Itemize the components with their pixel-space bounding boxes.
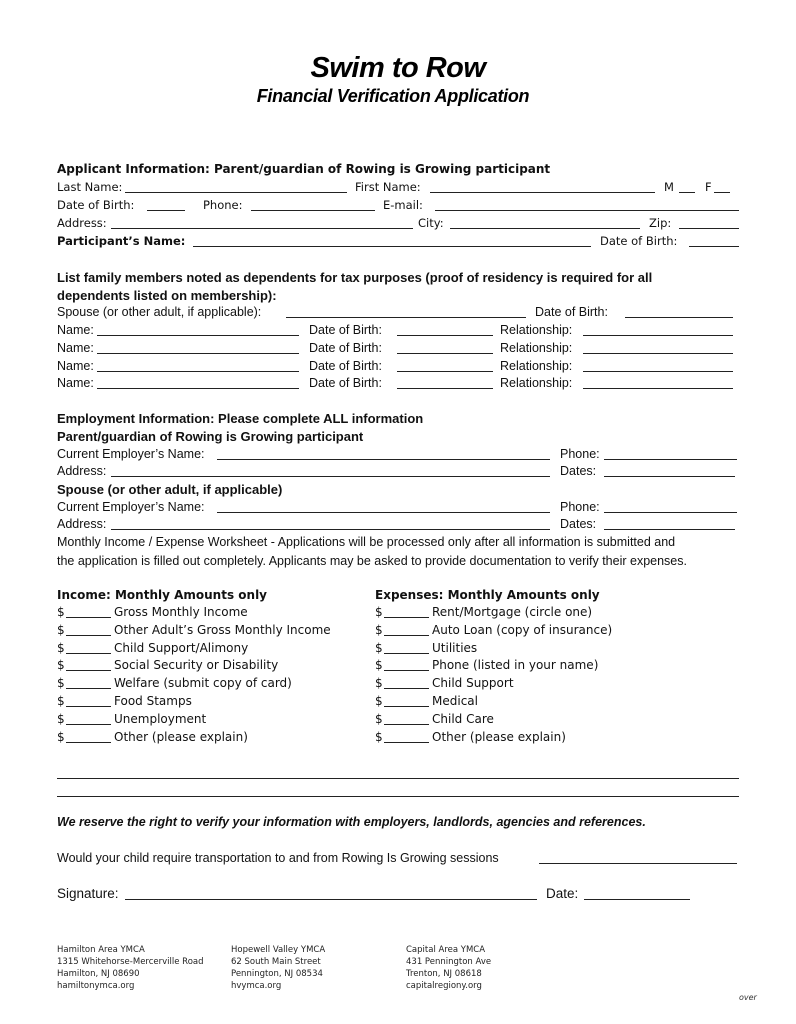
parent-employer-phone-field[interactable] [604,459,737,460]
income-item: $ Unemployment [57,711,207,726]
income-amount-field[interactable] [66,706,111,707]
phone-label: Phone: [203,198,243,212]
transport-question: Would your child require transportation to and from Rowing Is Growing sessions [57,851,499,865]
dependent-name-field[interactable] [97,335,299,336]
footer-location-capital: Capital Area YMCA 431 Pennington Ave Trenton, NJ 08618 capitalregiony.org [406,945,492,991]
form-title: Swim to Row [310,52,486,84]
spouse-employer-dates-label: Dates: [560,517,597,531]
expense-amount-field[interactable] [384,688,429,689]
expense-item: $ Child Support [375,676,514,691]
expense-amount-field[interactable] [384,653,429,654]
income-column [57,586,367,746]
expense-item: $ Auto Loan (copy of insurance) [375,622,613,637]
email-label: E-mail: [383,198,423,212]
employment-spouse-subheading: Spouse (or other adult, if applicable) [57,482,283,497]
dependent-relationship-field[interactable] [583,335,733,336]
spouse-employer-phone-label: Phone: [560,500,600,514]
applicant-address-row [57,215,739,232]
parent-employer-address-row [57,463,739,480]
form-subtitle: Financial Verification Application [256,86,530,106]
income-item: $ Welfare (submit copy of card) [57,676,292,691]
page-over-label: over [739,993,757,1002]
spouse-employer-label: Current Employer’s Name: [57,500,205,514]
parent-employer-field[interactable] [217,459,550,460]
expense-amount-field[interactable] [384,724,429,725]
expenses-heading: Expenses: Monthly Amounts only [375,588,600,602]
expense-item: $ Other (please explain) [375,729,566,744]
spouse-employer-address-row [57,516,739,533]
expense-amount-field[interactable] [384,670,429,671]
email-field[interactable] [435,210,739,211]
spouse-row [57,304,739,321]
dependent-name-field[interactable] [97,388,299,389]
dependent-relationship-field[interactable] [583,371,733,372]
date-field[interactable] [584,899,690,900]
hopewell-website-link[interactable]: hvymca.org [231,981,282,991]
expense-amount-field[interactable] [384,617,429,618]
gender-f-field[interactable] [714,192,730,193]
transport-answer-field[interactable] [539,863,737,864]
dependent-dob-field[interactable] [397,371,493,372]
dependent-name-field[interactable] [97,371,299,372]
dependents-heading-line1: List family members noted as dependents for tax purposes (proof of residency is required for all [57,270,653,285]
expense-amount-field[interactable] [384,742,429,743]
income-amount-field[interactable] [66,635,111,636]
explanation-line-1[interactable] [57,778,739,779]
expense-item: $ Medical [375,693,478,708]
first-name-field[interactable] [430,192,655,193]
capital-website-link[interactable]: capitalregiony.org [406,981,482,991]
income-item: $ Other (please explain) [57,729,248,744]
spouse-employer-address-label: Address: [57,517,107,531]
income-amount-field[interactable] [66,742,111,743]
expense-item: $ Utilities [375,640,478,655]
verification-notice: We reserve the right to verify your information with employers, landlords, agencies and references. [57,815,646,829]
dependent-dob-field[interactable] [397,388,493,389]
applicant-name-row [57,179,739,196]
worksheet-note: Monthly Income / Expense Worksheet - Applications will be processed only after all information is submitted and the application is filled out completely. Applicants may be asked to provide documentation to verify their expenses. [57,535,687,568]
spouse-dob-field[interactable] [625,317,733,318]
income-item: $ Social Security or Disability [57,658,279,673]
participant-name-label: Participant’s Name: [57,234,186,248]
income-amount-field[interactable] [66,653,111,654]
parent-employer-dates-field[interactable] [604,476,735,477]
expenses-column [375,586,685,746]
expense-item: $ Phone (listed in your name) [375,658,599,673]
income-amount-field[interactable] [66,617,111,618]
dependent-row: Name: Date of Birth: Relationship: [57,340,739,357]
spouse-employer-dates-field[interactable] [604,529,735,530]
spouse-employer-phone-field[interactable] [604,512,737,513]
city-field[interactable] [450,228,640,229]
footer-location-hamilton: Hamilton Area YMCA 1315 Whitehorse-Mercerville Road Hamilton, NJ 08690 hamiltonymca.org [57,945,204,991]
spouse-employer-address-field[interactable] [111,529,550,530]
last-name-label: Last Name: [57,180,123,194]
parent-employer-phone-label: Phone: [560,447,600,461]
signature-field[interactable] [125,899,537,900]
transport-row [57,850,739,867]
dependent-row: Name: Date of Birth: Relationship: [57,322,739,339]
income-item: $ Child Support/Alimony [57,640,249,655]
dob-field[interactable] [147,210,185,211]
hamilton-website-link[interactable]: hamiltonymca.org [57,981,135,991]
income-item: $ Food Stamps [57,693,192,708]
expense-item: $ Child Care [375,711,494,726]
participant-name-field[interactable] [193,246,591,247]
zip-field[interactable] [679,228,739,229]
expense-amount-field[interactable] [384,635,429,636]
signature-row [57,885,739,902]
applicant-contact-row [57,197,739,214]
employment-heading: Employment Information: Please complete ALL information [57,411,424,426]
first-name-label: First Name: [355,180,421,194]
dependent-relationship-field[interactable] [583,353,733,354]
income-amount-field[interactable] [66,724,111,725]
spouse-employer-row [57,499,739,516]
last-name-field[interactable] [125,192,347,193]
income-heading: Income: Monthly Amounts only [57,588,268,602]
expense-amount-field[interactable] [384,706,429,707]
footer-location-hopewell: Hopewell Valley YMCA 62 South Main Street Pennington, NJ 08534 hvymca.org [231,945,326,991]
income-item: $ Other Adult’s Gross Monthly Income [57,622,331,637]
income-amount-field[interactable] [66,688,111,689]
dependent-name-field[interactable] [97,353,299,354]
parent-employer-address-field[interactable] [111,476,550,477]
city-label: City: [418,216,444,230]
signature-label: Signature: [57,886,119,901]
dependent-dob-field[interactable] [397,335,493,336]
phone-field[interactable] [251,210,375,211]
spouse-dob-label: Date of Birth: [535,305,608,319]
date-label: Date: [546,886,579,901]
dependent-row: Name: Date of Birth: Relationship: [57,358,739,375]
income-item: $ Gross Monthly Income [57,605,248,619]
gender-m-field[interactable] [679,192,695,193]
explanation-line-2[interactable] [57,796,739,797]
spouse-label: Spouse (or other adult, if applicable): [57,305,262,319]
expense-item: $ Rent/Mortgage (circle one) [375,605,593,619]
employment-parent-subheading: Parent/guardian of Rowing is Growing participant [57,429,364,444]
dependent-relationship-field[interactable] [583,388,733,389]
participant-dob-field[interactable] [689,246,739,247]
participant-dob-label: Date of Birth: [600,234,678,248]
zip-label: Zip: [649,216,672,230]
income-amount-field[interactable] [66,670,111,671]
address-field[interactable] [111,228,413,229]
spouse-employer-field[interactable] [217,512,550,513]
dob-label: Date of Birth: [57,198,135,212]
gender-f-label: F [705,180,712,194]
gender-m-label: M [664,180,674,194]
applicant-section-heading: Applicant Information: Parent/guardian of Rowing is Growing participant [57,162,551,176]
spouse-name-field[interactable] [286,317,526,318]
parent-employer-address-label: Address: [57,464,107,478]
dependents-heading-line2: dependents listed on membership): [57,288,277,303]
participant-row [57,233,739,250]
dependent-dob-field[interactable] [397,353,493,354]
parent-employer-row [57,446,739,463]
parent-employer-dates-label: Dates: [560,464,597,478]
parent-employer-label: Current Employer’s Name: [57,447,205,461]
address-label: Address: [57,216,107,230]
dependent-row: Name: Date of Birth: Relationship: [57,375,739,392]
